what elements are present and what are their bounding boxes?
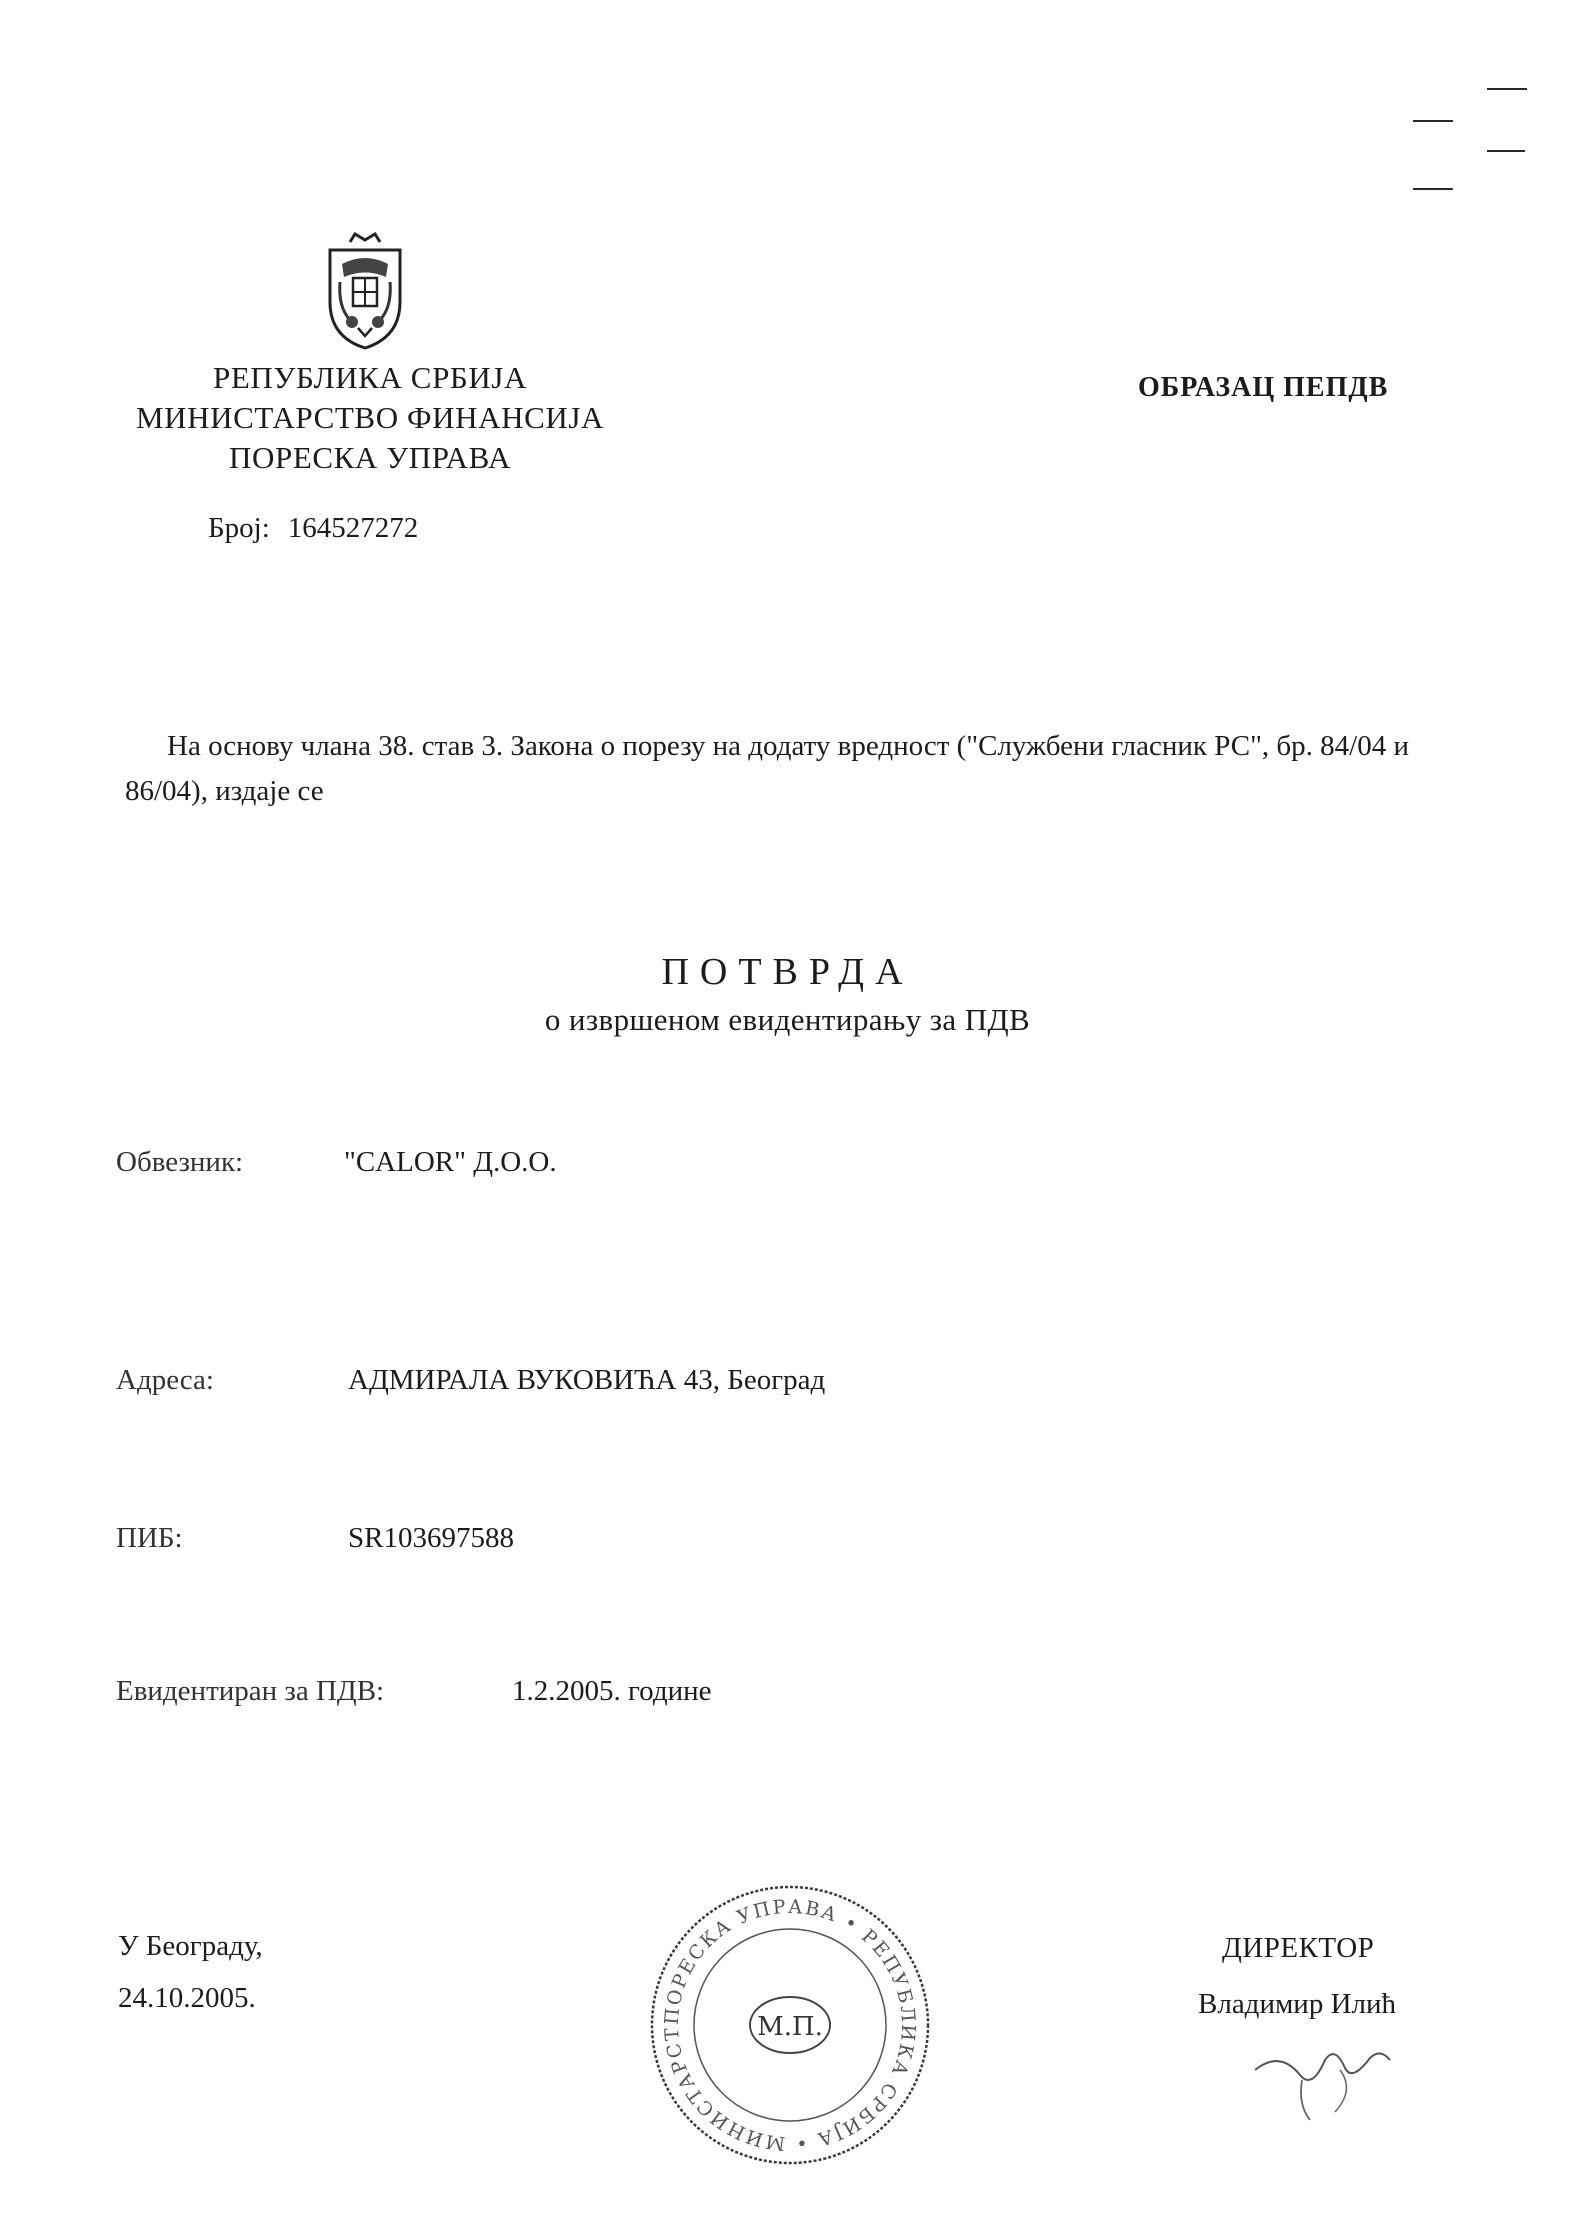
margin-mark — [1413, 188, 1453, 190]
authority-line: МИНИСТАРСТВО ФИНАНСИЈА — [136, 400, 604, 435]
stamp-ring-text: ПОРЕСКА УПРАВА • РЕПУБЛИКА СРБИЈА • МИНИСТАРСТ — [660, 1895, 920, 2155]
handwritten-signature — [1240, 2020, 1420, 2130]
intro-paragraph: На основу члана 38. став 3. Закона о порезу на додату вредност ("Службени гласник РС", бр. 84/04 и 86/04), издаје се — [125, 730, 1409, 807]
authority-line: ПОРЕСКА УПРАВА — [229, 440, 511, 475]
document-subtitle: о извршеном евидентирању за ПДВ — [544, 1002, 1031, 1037]
issue-place: У Београду, — [118, 1930, 263, 1962]
taxpayer-label: Обвезник: — [116, 1146, 244, 1178]
document-title: ПОТВРДА — [661, 951, 914, 993]
coat-of-arms-icon — [320, 232, 410, 352]
director-title: ДИРЕКТОР — [1222, 1932, 1375, 1964]
official-seal-icon — [640, 1875, 940, 2175]
form-code: ОБРАЗАЦ ПЕПДВ — [1138, 372, 1389, 403]
pib-label: ПИБ: — [116, 1522, 183, 1554]
address-value: АДМИРАЛА ВУКОВИЋА 43, Београд — [348, 1364, 826, 1396]
director-name: Владимир Илић — [1198, 1988, 1397, 2020]
registered-value: 1.2.2005. године — [512, 1675, 712, 1707]
issue-date: 24.10.2005. — [118, 1982, 256, 2014]
registered-label: Евидентиран за ПДВ: — [116, 1675, 385, 1707]
taxpayer-value: "CALOR" Д.О.О. — [344, 1146, 557, 1178]
pib-value: SR103697588 — [348, 1522, 514, 1554]
stamp-center-text: М.П. — [757, 2012, 823, 2042]
margin-mark — [1487, 150, 1525, 152]
margin-mark — [1487, 88, 1527, 90]
margin-mark — [1413, 120, 1453, 122]
document-number — [208, 512, 418, 545]
authority-line: РЕПУБЛИКА СРБИЈА — [213, 360, 527, 395]
number-label: Број: — [208, 512, 270, 544]
number-value: 164527272 — [287, 512, 419, 544]
address-label: Адреса: — [116, 1364, 214, 1396]
